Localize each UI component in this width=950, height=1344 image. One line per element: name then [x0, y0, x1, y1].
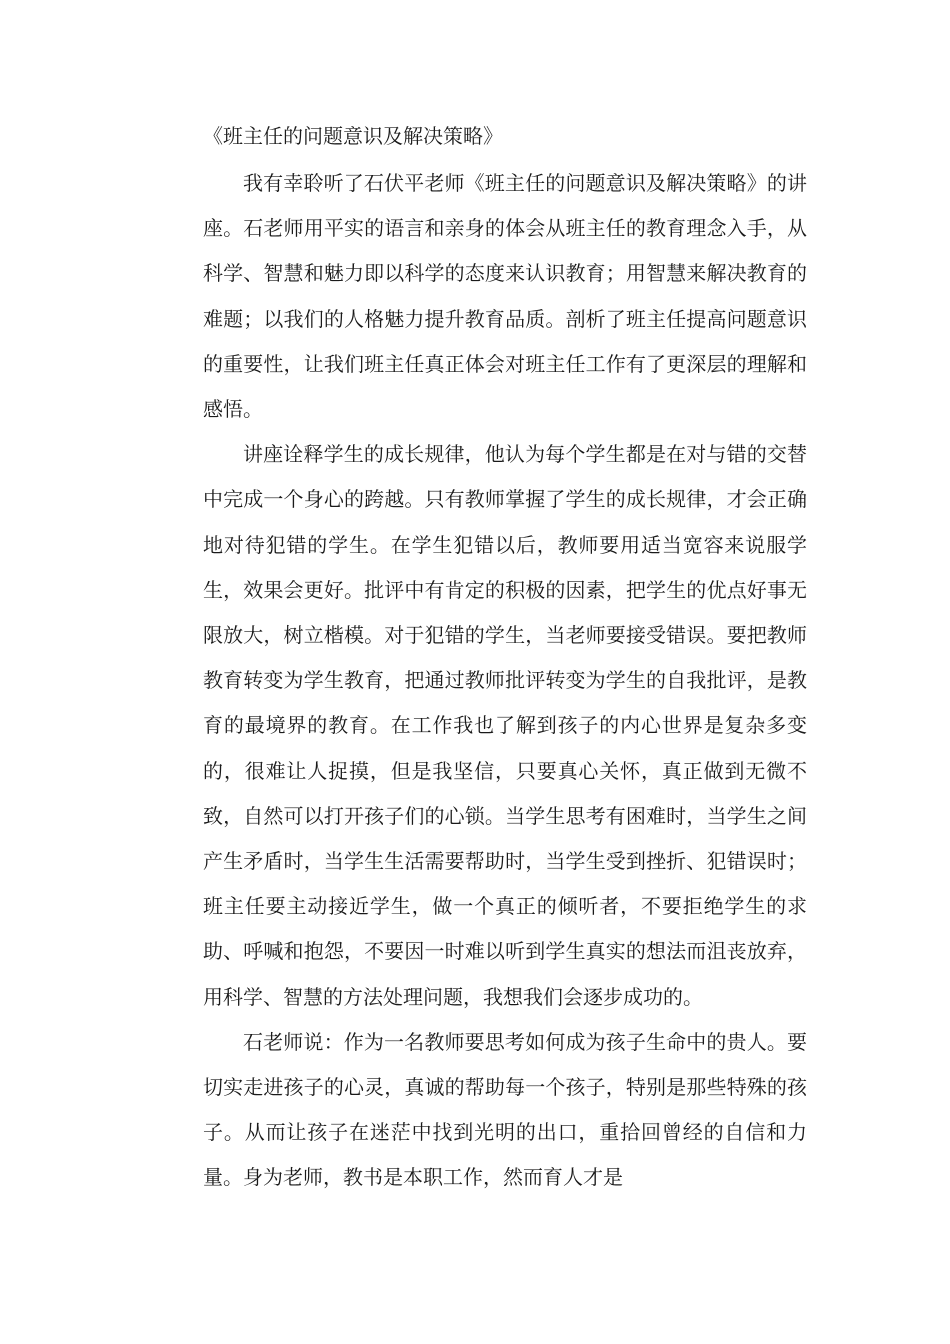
paragraph-1: 我有幸聆听了石伏平老师《班主任的问题意识及解决策略》的讲座。石老师用平实的语言和亲身的体会从班主任的教育理念入手，从科学、智慧和魅力即以科学的态度来认识教育；用智慧来解决教育的难题；以我们的人格魅力提升教育品质。剖析了班主任提高问题意识的重要性，让我们班主任真正体会对班主任工作有了更深层的理解和感悟。 — [203, 171, 807, 422]
document-title: 《班主任的问题意识及解决策略》 — [203, 124, 503, 148]
document-body — [203, 161, 807, 1201]
paragraph-3: 石老师说：作为一名教师要思考如何成为孩子生命中的贵人。要切实走进孩子的心灵，真诚的帮助每一个孩子，特别是那些特殊的孩子。从而让孩子在迷茫中找到光明的出口，重拾回曾经的自信和力量。身为老师，教书是本职工作，然而育人才是 — [203, 1029, 807, 1190]
paragraph-2: 讲座诠释学生的成长规律，他认为每个学生都是在对与错的交替中完成一个身心的跨越。只有教师掌握了学生的成长规律，才会正确地对待犯错的学生。在学生犯错以后，教师要用适当宽容来说服学生，效果会更好。批评中有肯定的积极的因素，把学生的优点好事无限放大，树立楷模。对于犯错的学生，当老师要接受错误。要把教师教育转变为学生教育，把通过教师批评转变为学生的自我批评，是教育的最境界的教育。在工作我也了解到孩子的内心世界是复杂多变的，很难让人捉摸，但是我坚信，只要真心关怀，真正做到无微不致，自然可以打开孩子们的心锁。当学生思考有困难时，当学生之间产生矛盾时，当学生生活需要帮助时，当学生受到挫折、犯错误时；班主任要主动接近学生，做一个真正的倾听者，不要拒绝学生的求助、呼喊和抱怨，不要因一时难以听到学生真实的想法而沮丧放弃，用科学、智慧的方法处理问题，我想我们会逐步成功的。 — [203, 442, 807, 1009]
